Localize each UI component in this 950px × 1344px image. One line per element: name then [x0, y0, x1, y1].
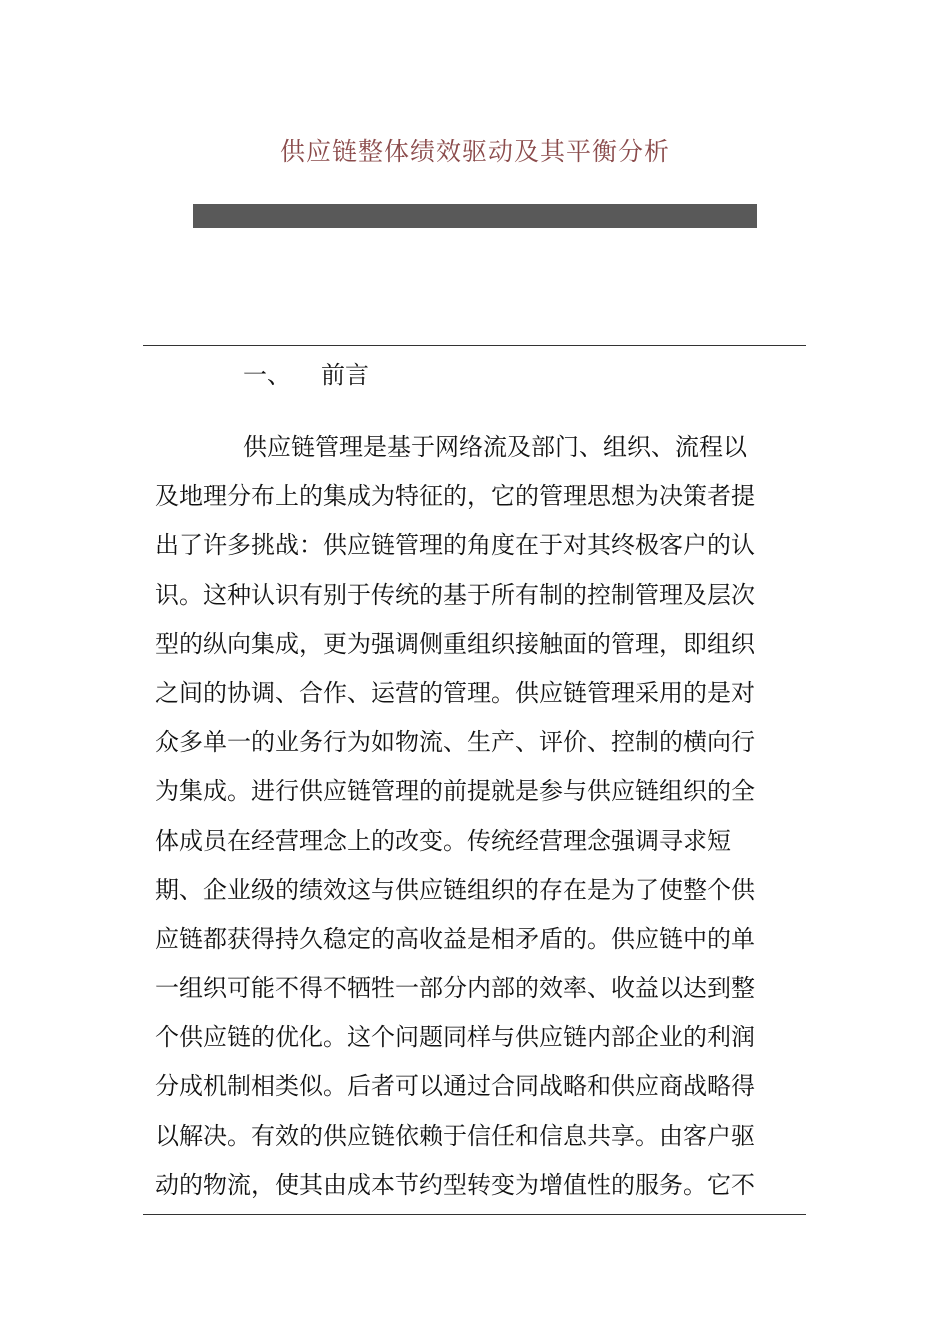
paragraph-line: 供应链管理是基于网络流及部门、组织、流程以: [243, 433, 747, 461]
paragraph-line: 应链都获得持久稳定的高收益是相矛盾的。供应链中的单: [155, 924, 755, 953]
paragraph-line: 分成机制相类似。后者可以通过合同战略和供应商战略得: [155, 1072, 755, 1101]
document-title: 供应链整体绩效驱动及其平衡分析: [279, 137, 670, 166]
paragraph-line: 众多单一的业务行为如物流、生产、评价、控制的横向行: [155, 728, 755, 757]
header-rule: [143, 345, 806, 346]
paragraph-line: 体成员在经营理念上的改变。传统经营理念强调寻求短: [155, 826, 731, 855]
section-number: 一、: [243, 361, 291, 389]
paragraph-line: 型的纵向集成，更为强调侧重组织接触面的管理，即组织: [155, 629, 755, 658]
section-heading: [243, 359, 369, 391]
paragraph-line: 动的物流，使其由成本节约型转变为增值性的服务。它不: [155, 1170, 755, 1199]
paragraph-line: 以解决。有效的供应链依赖于信任和信息共享。由客户驱: [155, 1121, 755, 1150]
footer-rule: [143, 1214, 806, 1215]
paragraph-line: 及地理分布上的集成为特征的，它的管理思想为决策者提: [155, 482, 755, 511]
paragraph-line: 出了许多挑战：供应链管理的角度在于对其终极客户的认: [155, 531, 755, 560]
paragraph-line: 一组织可能不得不牺牲一部分内部的效率、收益以达到整: [155, 974, 755, 1003]
paragraph-line: 期、企业级的绩效这与供应链组织的存在是为了使整个供: [155, 875, 755, 904]
paragraph-line: 为集成。进行供应链管理的前提就是参与供应链组织的全: [155, 777, 755, 806]
paragraph-line: 识。这种认识有别于传统的基于所有制的控制管理及层次: [155, 580, 755, 609]
section-title: 前言: [321, 361, 369, 389]
paragraph-line: 个供应链的优化。这个问题同样与供应链内部企业的利润: [155, 1023, 755, 1052]
paragraph-line: 之间的协调、合作、运营的管理。供应链管理采用的是对: [155, 678, 755, 707]
paragraph: [155, 423, 795, 1210]
title-underline-bar: [193, 204, 757, 228]
